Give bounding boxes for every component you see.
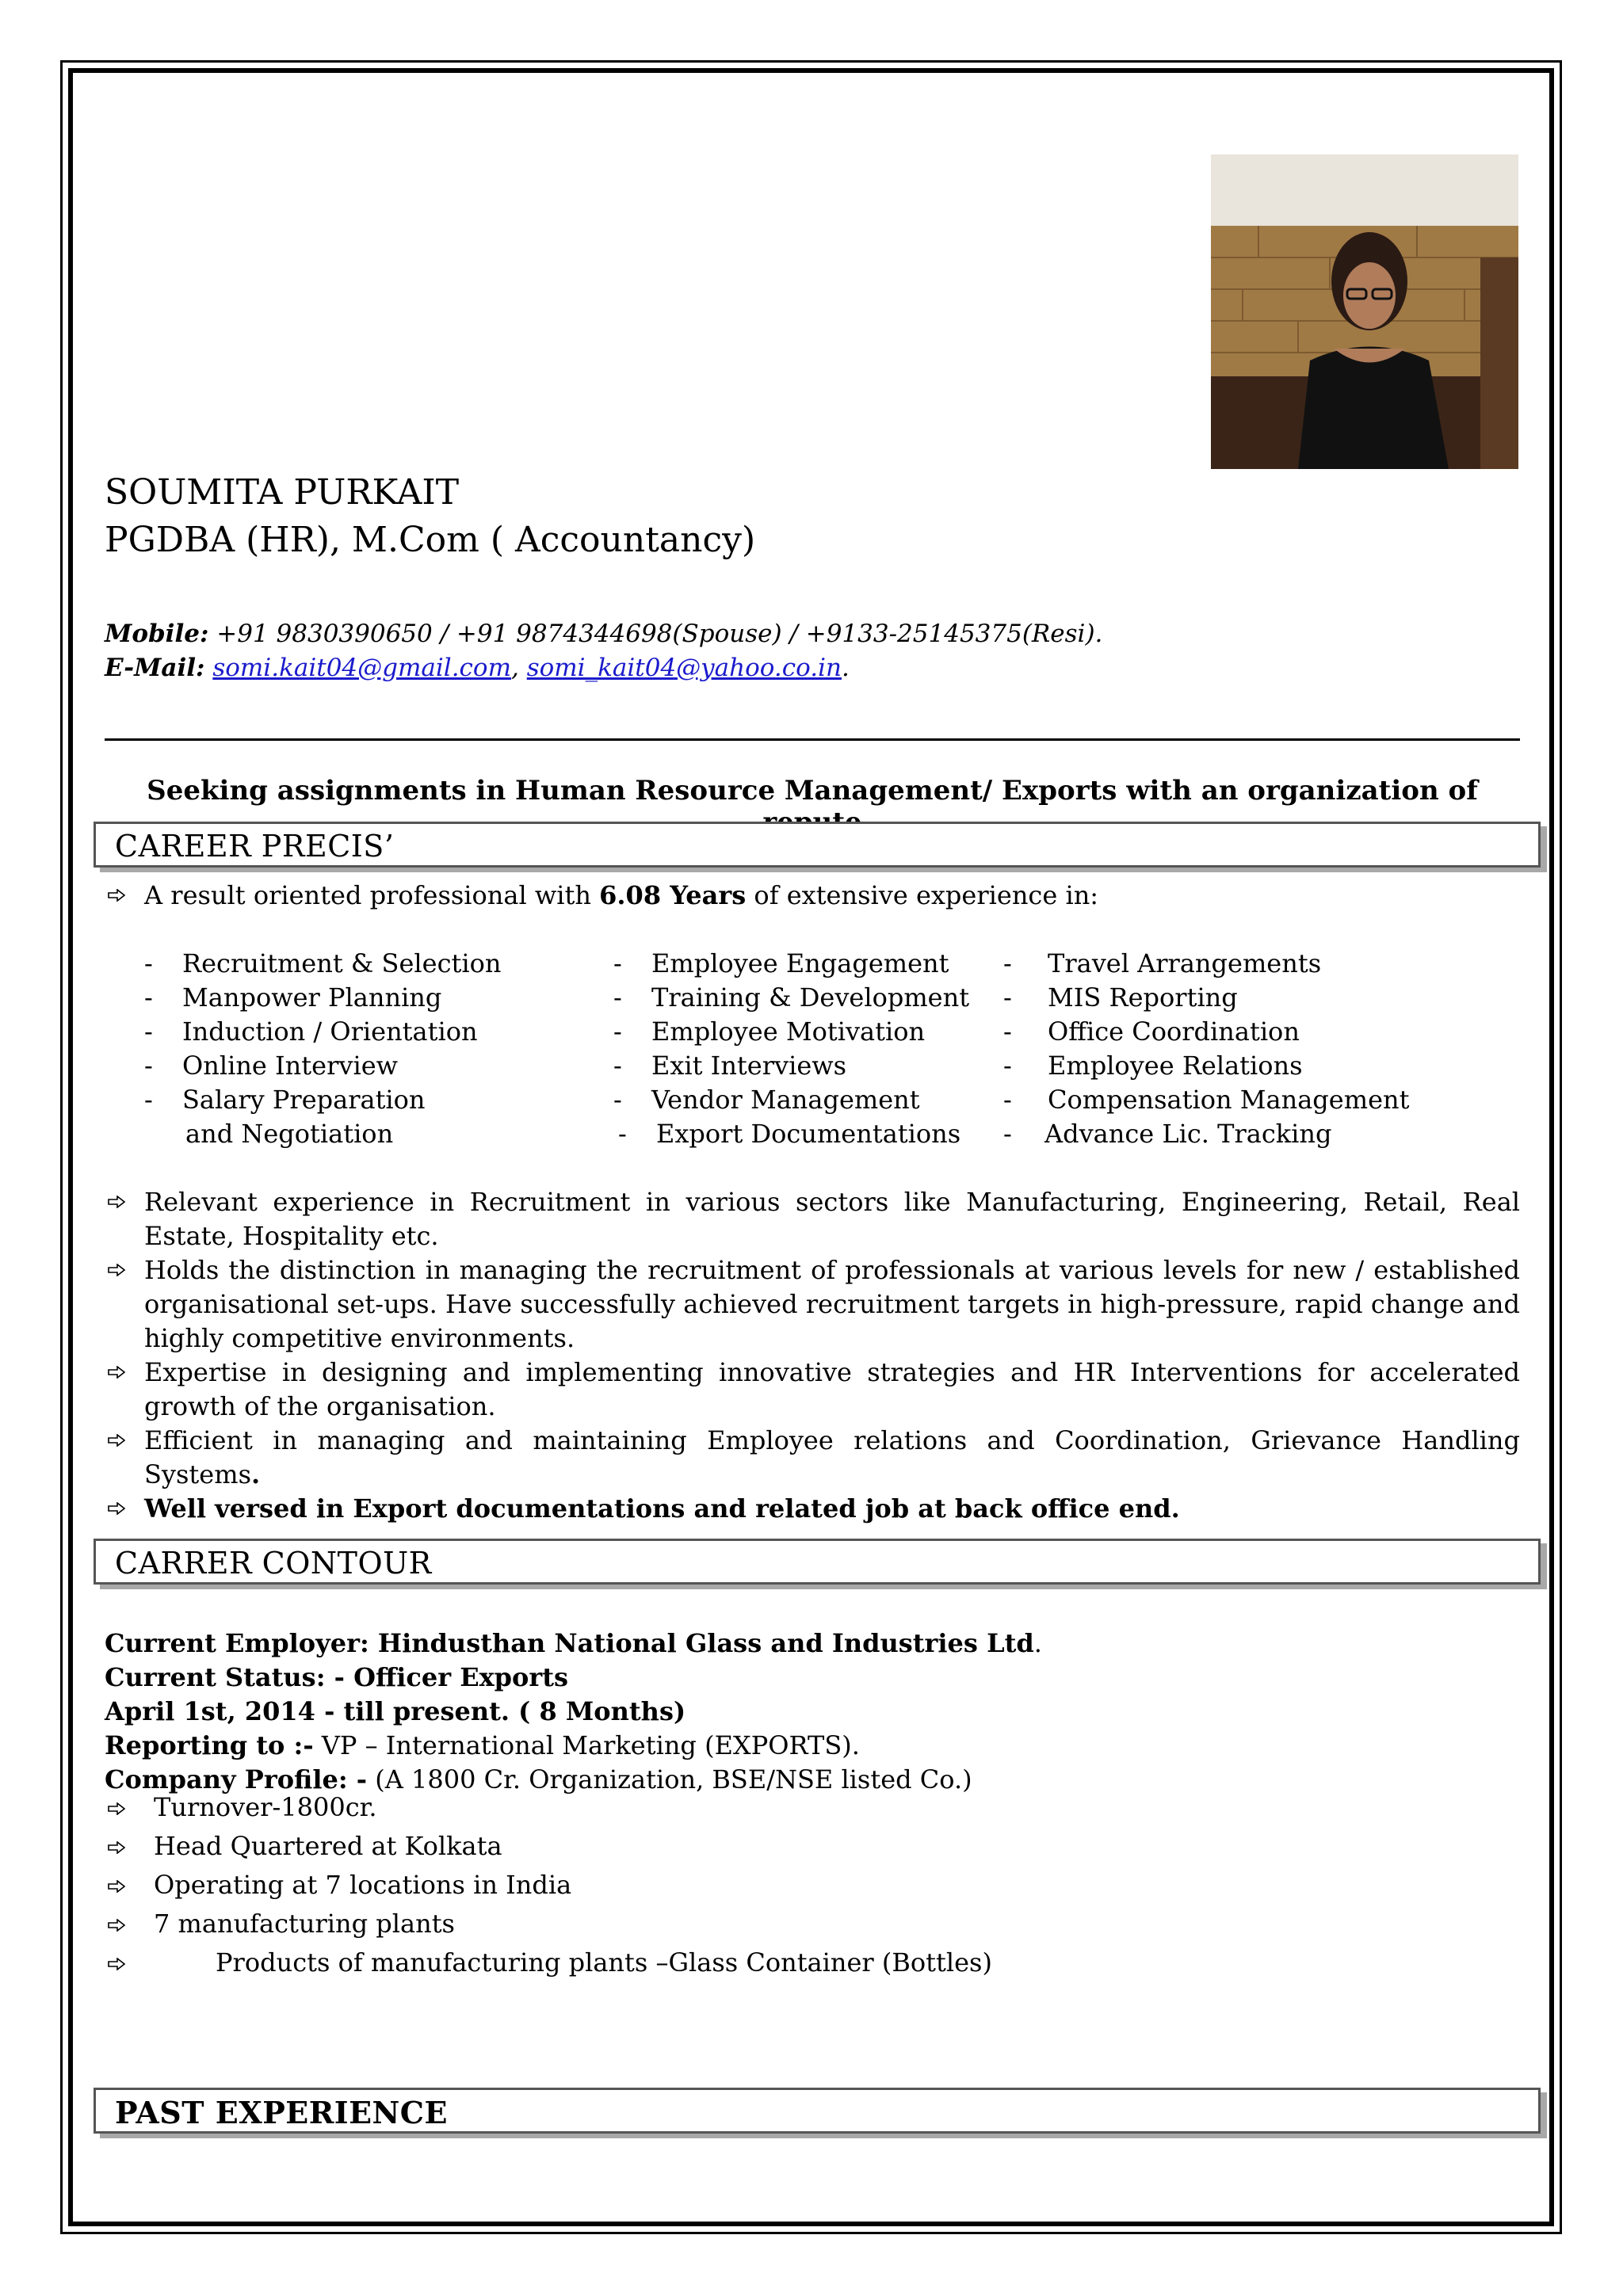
header-divider xyxy=(105,738,1520,741)
mobile-label: Mobile: xyxy=(105,620,209,648)
intro-bullet xyxy=(105,879,1520,913)
skill-item: - Vendor Management xyxy=(613,1085,920,1115)
skill-item: - Advance Lic. Tracking xyxy=(1003,1119,1332,1149)
career-bullet: Efficient in managing and maintaining Employee relations and Coordination, Grievance Handling Systems. xyxy=(105,1424,1520,1492)
email-link-yahoo[interactable]: somi_kait04@yahoo.co.in xyxy=(526,654,842,682)
skill-item: - Employee Engagement xyxy=(613,948,949,978)
skill-item: - Travel Arrangements xyxy=(1003,948,1322,978)
skill-item: - Compensation Management xyxy=(1003,1085,1410,1115)
skill-item: - Office Coordination xyxy=(1003,1016,1300,1047)
profile-bullet: Head Quartered at Kolkata xyxy=(105,1831,992,1870)
skill-item: - Online Interview xyxy=(144,1051,399,1081)
career-bullet: Expertise in designing and implementing innovative strategies and HR Interventions for accelerated growth of the organisation. xyxy=(105,1356,1520,1424)
arrow-bullet-icon xyxy=(108,1841,125,1854)
profile-bullet: Products of manufacturing plants –Glass Container (Bottles) xyxy=(105,1947,992,1986)
section-career-precis xyxy=(94,822,1541,868)
arrow-bullet-icon xyxy=(108,1880,125,1893)
skill-item: - Exit Interviews xyxy=(613,1051,847,1081)
mobile-line xyxy=(105,617,1102,651)
arrow-bullet-icon xyxy=(108,1958,125,1970)
career-bullet: Well versed in Export documentations and related job at back office end. xyxy=(105,1492,1520,1526)
skills-column-3 xyxy=(1003,947,1415,1151)
profile-line: Company Profile: - (A 1800 Cr. Organization, BSE/NSE listed Co.) xyxy=(105,1764,972,1794)
arrow-bullet-icon xyxy=(108,1919,125,1932)
skill-item: - Employee Motivation xyxy=(613,1016,926,1047)
candidate-name: SOUMITA PURKAIT xyxy=(105,472,460,513)
career-bullet: Relevant experience in Recruitment in various sectors like Manufacturing, Engineering, Retail, Real Estate, Hospitality etc. xyxy=(105,1185,1520,1253)
mobile-value: +91 9830390650 / +91 9874344698(Spouse) / +9133-25145375(Resi). xyxy=(208,620,1103,648)
company-profile-bullets xyxy=(105,1792,992,1986)
intro-years: 6.08 Years xyxy=(599,880,747,910)
contact-info xyxy=(105,617,1102,685)
section-past-experience xyxy=(94,2088,1541,2134)
email-label: E-Mail: xyxy=(105,654,205,682)
current-employment xyxy=(105,1627,1042,1797)
skill-item: - Salary Preparation xyxy=(144,1085,426,1115)
section-title-past-experience: PAST EXPERIENCE xyxy=(115,2095,448,2130)
profile-bullet: 7 manufacturing plants xyxy=(105,1909,992,1947)
skill-item-continued: and Negotiation xyxy=(185,1119,394,1149)
email-separator: , xyxy=(510,654,527,682)
employer-line: Current Employer: Hindusthan National Glass and Industries Ltd. xyxy=(105,1628,1042,1658)
duration-line: April 1st, 2014 - till present. ( 8 Months) xyxy=(105,1696,686,1726)
skills-column-1 xyxy=(144,947,588,1151)
career-bullets xyxy=(105,1185,1520,1526)
skill-item: - Training & Development xyxy=(613,982,970,1013)
qualifications: PGDBA (HR), M.Com ( Accountancy) xyxy=(105,520,756,560)
skill-item: - Export Documentations xyxy=(618,1119,961,1149)
skill-item: - Employee Relations xyxy=(1003,1051,1303,1081)
status-line: Current Status: - Officer Exports xyxy=(105,1662,569,1692)
arrow-bullet-icon xyxy=(108,1802,125,1815)
objective-statement: Seeking assignments in Human Resource Management/ Exports with an organization of xyxy=(147,775,1478,807)
section-title-career-contour: CARRER CONTOUR xyxy=(115,1546,432,1581)
section-career-contour xyxy=(94,1539,1541,1585)
career-bullet: Holds the distinction in managing the recruitment of professionals at various levels for new / established organisational set-ups. Have successfully achieved recruitment targets in high-pressure, rapid change and highly competitive environments. xyxy=(105,1253,1520,1356)
email-end: . xyxy=(841,654,850,682)
reporting-line: Reporting to :- VP – International Marketing (EXPORTS). xyxy=(105,1730,860,1760)
name-block xyxy=(105,469,755,564)
career-intro xyxy=(105,879,1520,913)
skill-item: - MIS Reporting xyxy=(1003,982,1238,1013)
skill-item: - Manpower Planning xyxy=(144,982,442,1013)
profile-photo xyxy=(1211,154,1518,469)
email-line xyxy=(105,651,1102,685)
skill-item: - Induction / Orientation xyxy=(144,1016,478,1047)
skills-column-2 xyxy=(613,947,978,1151)
employer-name: Hindusthan National Glass and Industries Ltd xyxy=(377,1628,1034,1658)
profile-bullet: Operating at 7 locations in India xyxy=(105,1870,992,1909)
intro-text-pre: A result oriented professional with xyxy=(144,880,600,910)
intro-text-post: of extensive experience in: xyxy=(746,880,1099,910)
email-link-gmail[interactable]: somi.kait04@gmail.com xyxy=(212,654,511,682)
profile-bullet: Turnover-1800cr. xyxy=(105,1792,992,1831)
section-title-career-precis: CAREER PRECIS’ xyxy=(115,829,395,864)
skill-item: - Recruitment & Selection xyxy=(144,948,502,978)
